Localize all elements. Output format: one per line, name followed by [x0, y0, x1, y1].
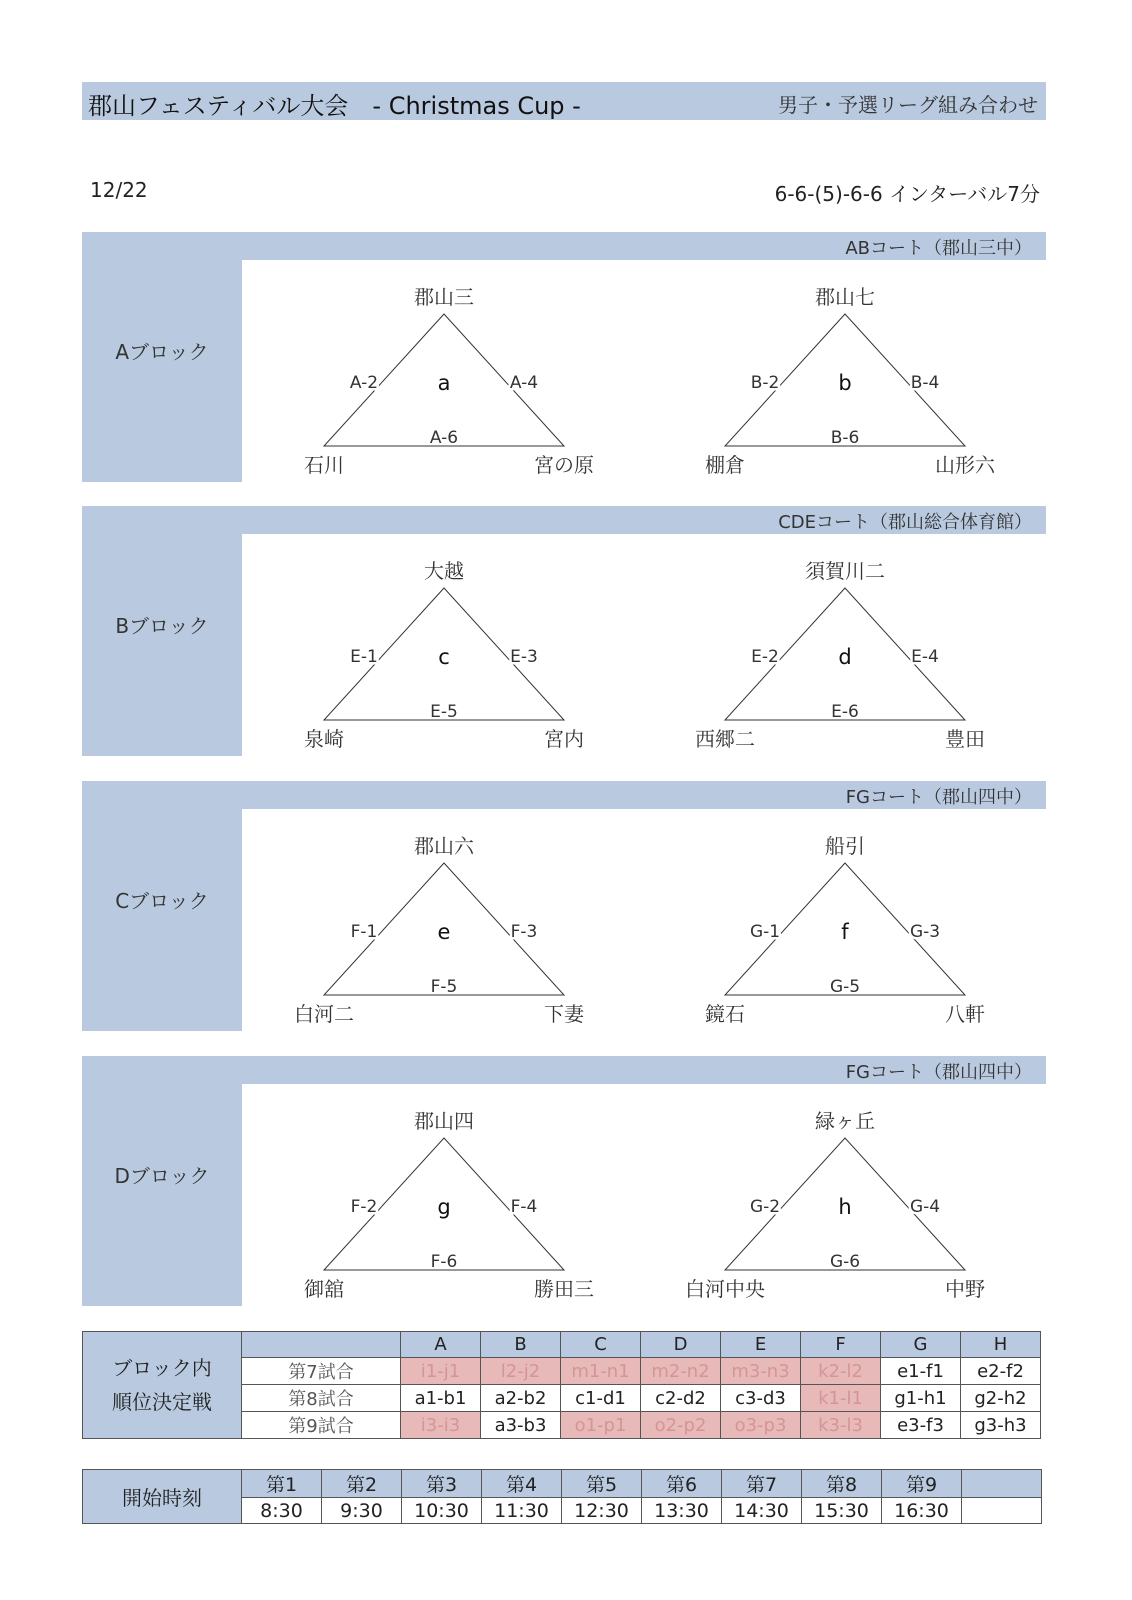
- time-slot-header: 第4: [482, 1470, 562, 1498]
- match-left-edge: B-2: [750, 373, 780, 393]
- ranking-column-header: A: [401, 1332, 481, 1358]
- ranking-cell: c3-d3: [721, 1385, 801, 1412]
- team-top: 郡山三: [414, 285, 474, 309]
- time-slot-value: 16:30: [882, 1498, 962, 1524]
- ranking-cell: g3-h3: [961, 1412, 1041, 1439]
- time-slot-value: [962, 1498, 1042, 1524]
- match-right-edge: G-3: [909, 922, 941, 942]
- start-time-table: [82, 1469, 1042, 1524]
- match-bottom-edge: F-6: [430, 1252, 458, 1272]
- ranking-column-header: F: [801, 1332, 881, 1358]
- group-letter: h: [838, 1195, 852, 1219]
- match-bottom-edge: G-5: [829, 977, 861, 997]
- match-bottom-edge: F-5: [430, 977, 458, 997]
- time-slot-value: 15:30: [802, 1498, 882, 1524]
- match-bottom-edge: E-6: [831, 702, 859, 722]
- ranking-cell: c2-d2: [641, 1385, 721, 1412]
- ranking-corner-cell: [242, 1332, 401, 1358]
- page-title: 郡山フェスティバル大会 - Christmas Cup -: [88, 92, 581, 120]
- match-right-edge: G-4: [909, 1197, 941, 1217]
- match-left-edge: G-2: [749, 1197, 781, 1217]
- ranking-column-header: C: [561, 1332, 641, 1358]
- team-right: 山形六: [935, 453, 995, 477]
- court-label: CDEコート（郡山総合体育館）: [778, 512, 1032, 533]
- ranking-cell: g1-h1: [881, 1385, 961, 1412]
- team-right: 中野: [945, 1277, 985, 1301]
- time-slot-header: 第6: [642, 1470, 722, 1498]
- block-1: [82, 232, 1046, 482]
- time-slot-value: 8:30: [242, 1498, 322, 1524]
- team-top: 郡山四: [414, 1109, 474, 1133]
- time-slot-header: 第7: [722, 1470, 802, 1498]
- time-slot-header: 第3: [402, 1470, 482, 1498]
- group-letter: c: [438, 645, 450, 669]
- ranking-label-line2: 順位決定戦: [112, 1390, 212, 1414]
- team-top: 郡山六: [414, 834, 474, 858]
- block-name: Cブロック: [115, 889, 209, 913]
- time-slot-value: 9:30: [322, 1498, 402, 1524]
- time-slot-value: 11:30: [482, 1498, 562, 1524]
- team-top: 須賀川二: [805, 559, 885, 583]
- ranking-cell: o1-p1: [561, 1412, 641, 1439]
- match-left-edge: F-1: [350, 922, 378, 942]
- team-left: 鏡石: [705, 1002, 745, 1026]
- match-right-edge: F-4: [510, 1197, 538, 1217]
- ranking-cell: m1-n1: [561, 1358, 641, 1385]
- ranking-cell: i1-j1: [401, 1358, 481, 1385]
- team-right: 八軒: [945, 1002, 985, 1026]
- group-letter: e: [437, 920, 451, 944]
- team-left: 泉崎: [304, 727, 344, 751]
- time-slot-header: 第9: [882, 1470, 962, 1498]
- page-subtitle: 男子・予選リーグ組み合わせ: [778, 93, 1038, 117]
- team-left: 西郷二: [695, 727, 755, 751]
- group-letter: g: [437, 1195, 451, 1219]
- match-right-edge: E-3: [510, 647, 538, 667]
- ranking-column-header: G: [881, 1332, 961, 1358]
- team-left: 白河中央: [685, 1277, 765, 1301]
- block-2: [82, 506, 1046, 756]
- header-bar: [82, 82, 1046, 120]
- ranking-cell: o3-p3: [721, 1412, 801, 1439]
- event-date: 12/22: [90, 178, 148, 202]
- match-left-edge: G-1: [749, 922, 781, 942]
- start-time-label: 開始時刻: [83, 1470, 242, 1524]
- ranking-cell: m2-n2: [641, 1358, 721, 1385]
- ranking-cell: g2-h2: [961, 1385, 1041, 1412]
- block-4: [82, 1056, 1046, 1306]
- match-right-edge: B-4: [910, 373, 940, 393]
- team-left: 白河二: [294, 1002, 354, 1026]
- match-bottom-edge: A-6: [429, 428, 459, 448]
- court-label: FGコート（郡山四中）: [845, 1062, 1032, 1083]
- ranking-cell: a2-b2: [481, 1385, 561, 1412]
- block-3: [82, 781, 1046, 1031]
- team-top: 大越: [424, 559, 464, 583]
- team-right: 下妻: [544, 1002, 584, 1026]
- ranking-cell: m3-n3: [721, 1358, 801, 1385]
- court-label: FGコート（郡山四中）: [845, 787, 1032, 808]
- group-letter: a: [437, 371, 451, 395]
- team-left: 石川: [304, 453, 344, 477]
- match-bottom-edge: G-6: [829, 1252, 861, 1272]
- team-left: 棚倉: [705, 453, 745, 477]
- ranking-cell: c1-d1: [561, 1385, 641, 1412]
- ranking-table: [82, 1331, 1041, 1439]
- time-slot-value: 13:30: [642, 1498, 722, 1524]
- match-bottom-edge: B-6: [830, 428, 860, 448]
- time-slot-header: 第8: [802, 1470, 882, 1498]
- group-letter: b: [838, 371, 852, 395]
- ranking-cell: k3-l3: [801, 1412, 881, 1439]
- time-slot-header: 第2: [322, 1470, 402, 1498]
- team-left: 御舘: [304, 1277, 344, 1301]
- match-right-edge: E-4: [911, 647, 939, 667]
- team-right: 宮の原: [534, 453, 594, 477]
- ranking-cell: l2-j2: [481, 1358, 561, 1385]
- team-right: 勝田三: [534, 1277, 594, 1301]
- group-letter: f: [841, 920, 849, 944]
- ranking-row-label: 第9試合: [242, 1412, 401, 1439]
- match-right-edge: F-3: [510, 922, 538, 942]
- ranking-cell: i3-i3: [401, 1412, 481, 1439]
- ranking-column-header: D: [641, 1332, 721, 1358]
- time-slot-value: 12:30: [562, 1498, 642, 1524]
- ranking-row-label: 第8試合: [242, 1385, 401, 1412]
- team-top: 船引: [825, 834, 865, 858]
- match-left-edge: E-2: [751, 647, 779, 667]
- ranking-cell: a3-b3: [481, 1412, 561, 1439]
- ranking-column-header: H: [961, 1332, 1041, 1358]
- time-slot-header: 第1: [242, 1470, 322, 1498]
- time-slot-value: 14:30: [722, 1498, 802, 1524]
- ranking-cell: e2-f2: [961, 1358, 1041, 1385]
- ranking-column-header: E: [721, 1332, 801, 1358]
- ranking-row-label: 第7試合: [242, 1358, 401, 1385]
- ranking-cell: e3-f3: [881, 1412, 961, 1439]
- match-right-edge: A-4: [509, 373, 539, 393]
- ranking-cell: e1-f1: [881, 1358, 961, 1385]
- ranking-cell: o2-p2: [641, 1412, 721, 1439]
- team-top: 郡山七: [815, 285, 875, 309]
- game-format: 6-6-(5)-6-6 インターバル7分: [774, 182, 1040, 206]
- match-left-edge: E-1: [350, 647, 378, 667]
- ranking-column-header: B: [481, 1332, 561, 1358]
- ranking-label-line1: ブロック内: [112, 1356, 212, 1380]
- ranking-cell: a1-b1: [401, 1385, 481, 1412]
- ranking-label: [83, 1332, 242, 1439]
- match-left-edge: A-2: [349, 373, 379, 393]
- time-slot-header: 第5: [562, 1470, 642, 1498]
- time-slot-header: [962, 1470, 1042, 1498]
- match-left-edge: F-2: [350, 1197, 378, 1217]
- court-label: ABコート（郡山三中）: [845, 238, 1032, 259]
- time-slot-value: 10:30: [402, 1498, 482, 1524]
- match-bottom-edge: E-5: [430, 702, 458, 722]
- block-name: Aブロック: [115, 340, 209, 364]
- group-letter: d: [838, 645, 852, 669]
- team-right: 豊田: [945, 727, 985, 751]
- team-top: 緑ヶ丘: [815, 1109, 875, 1133]
- ranking-cell: k1-l1: [801, 1385, 881, 1412]
- team-right: 宮内: [544, 727, 584, 751]
- ranking-cell: k2-l2: [801, 1358, 881, 1385]
- block-name: Dブロック: [114, 1164, 210, 1188]
- block-name: Bブロック: [115, 614, 209, 638]
